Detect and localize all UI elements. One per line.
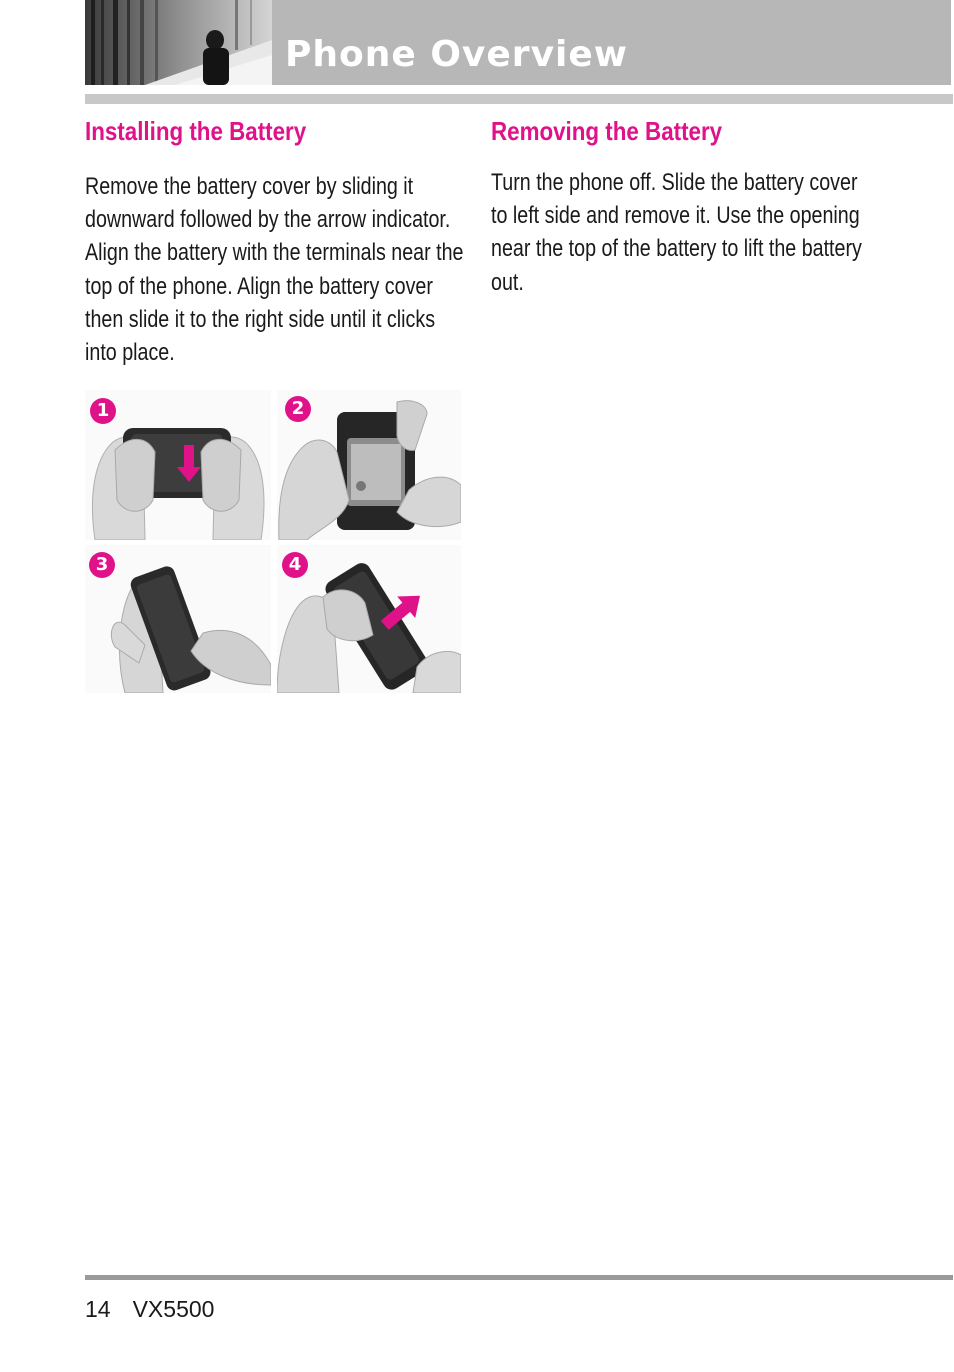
figure-step-2 xyxy=(277,390,461,540)
header-divider xyxy=(85,94,953,104)
section-heading-installing: Installing the Battery xyxy=(85,116,307,146)
page-footer xyxy=(85,1296,214,1323)
page-number: 14 xyxy=(85,1296,111,1322)
section-heading-removing: Removing the Battery xyxy=(491,116,723,146)
header-photo xyxy=(85,0,272,85)
footer-divider xyxy=(85,1275,953,1280)
step-number-1: 1 xyxy=(90,398,116,424)
step-number-4: 4 xyxy=(282,552,308,578)
page-header xyxy=(85,0,951,85)
step-number-3: 3 xyxy=(89,552,115,578)
header-photo-image xyxy=(85,0,272,85)
figure-step-1 xyxy=(85,390,271,540)
page-title: Phone Overview xyxy=(285,34,629,75)
model-name: VX5500 xyxy=(132,1296,215,1322)
removing-battery-section xyxy=(491,116,871,299)
section-body-installing: Remove the battery cover by sliding it downward followed by the arrow indicator. Align the battery with the terminals near the top of the phone. Align the battery cover then slide it to the right side until it clicks into place. xyxy=(85,173,464,367)
section-body-removing: Turn the phone off. Slide the battery cover to left side and remove it. Use the opening near the top of the battery to lift the battery out. xyxy=(491,169,862,296)
figure-step-3 xyxy=(85,545,271,693)
figure-step-4 xyxy=(277,545,461,693)
step-number-2: 2 xyxy=(285,396,311,422)
installing-battery-section xyxy=(85,116,465,369)
